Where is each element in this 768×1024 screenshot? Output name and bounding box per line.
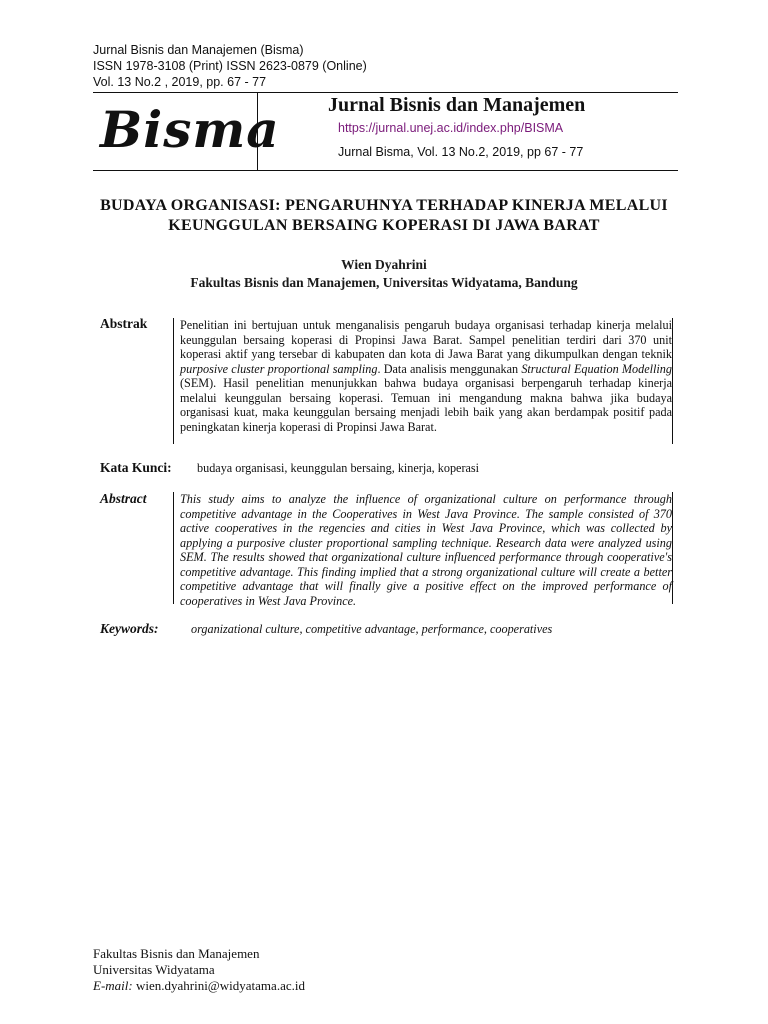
footer-faculty: Fakultas Bisnis dan Manajemen [93,946,260,961]
abstrak-text-part-3: (SEM). Hasil penelitian menunjukkan bahwa budaya organisasi berpengaruh terhadap kinerja melalui keunggulan bersaing koperasi. Temuan ini mengandung makna bahwa jika budaya organisasi kuat, maka keunggulan bersaing menjadi lebih baik yang akan berdampak positif pada peningkatan kinerja koperasi di Propinsi Jawa Barat. [180,376,672,434]
abstrak-text-part-2: . Data analisis menggunakan [377,361,522,376]
journal-meta-issn: ISSN 1978-3108 (Print) ISSN 2623-0879 (Online) [93,59,367,73]
footer-email-line [93,978,305,994]
journal-meta-name: Jurnal Bisnis dan Manajemen (Bisma) [93,43,304,57]
journal-title: Jurnal Bisnis dan Manajemen [328,94,586,116]
journal-url-link[interactable]: https://jurnal.unej.ac.id/index.php/BISMA [338,121,564,135]
journal-meta-volume: Vol. 13 No.2 , 2019, pp. 67 - 77 [93,75,267,89]
abstract-text: This study aims to analyze the influence of organizational culture on performance through competitive advantage in the Cooperatives in West Java Province. The sample consisted of 370 active cooperatives in the regencies and cities in West Java Province, which was collected by applying a purposive cluster proportional sampling technique. Research data were analyzed using SEM. The results showed that organizational culture influenced performance through cooperative's competitive advantage. This finding implied that a strong organizational culture will create a better competitive advantage that will finally give a positive effect on the improved performance of cooperatives in West Java Province. [173,492,673,604]
abstrak-text-italic-2: Structural Equation Modelling [521,361,672,376]
abstrak-text-part-1: Penelitian ini bertujuan untuk menganalisis pengaruh budaya organisasi terhadap kinerja melalui keunggulan bersaing koperasi di Propinsi Jawa Barat. Sampel penelitian terdiri dari 370 unit koperasi aktif yang tersebar di kabupaten dan kota di Jawa Barat yang dikumpulkan dengan teknik [180,318,672,361]
paper-title [80,196,688,236]
journal-meta [93,42,367,90]
footer-email-address[interactable]: wien.dyahrini@widyatama.ac.id [132,978,305,993]
masthead-bottom-rule [93,170,678,171]
footer-email-label: E-mail: [93,978,133,993]
paper-title-line-2: KEUNGGULAN BERSAING KOPERASI DI JAWA BARAT [168,217,600,234]
kata-kunci-label: Kata Kunci: [100,460,172,475]
paper-title-line-1: BUDAYA ORGANISASI: PENGARUHNYA TERHADAP KINERJA MELALUI [100,197,668,214]
keywords-label: Keywords: [100,621,159,636]
journal-citation: Jurnal Bisma, Vol. 13 No.2, 2019, pp 67 - 77 [338,145,584,159]
abstrak-label: Abstrak [100,316,148,331]
kata-kunci-value: budaya organisasi, keunggulan bersaing, kinerja, koperasi [197,461,480,475]
footer-university: Universitas Widyatama [93,962,215,977]
author-name: Wien Dyahrini [341,257,427,272]
correspondence-footer [93,946,305,994]
abstrak-text-italic-1: purposive cluster proportional sampling [180,361,378,376]
bisma-logo: Bisma [100,100,280,159]
abstract-label: Abstract [100,491,147,506]
masthead-top-rule [93,92,678,93]
author-affiliation: Fakultas Bisnis dan Manajemen, Universitas Widyatama, Bandung [190,275,578,290]
keywords-value: organizational culture, competitive advantage, performance, cooperatives [191,622,553,636]
abstrak-text [173,318,673,444]
